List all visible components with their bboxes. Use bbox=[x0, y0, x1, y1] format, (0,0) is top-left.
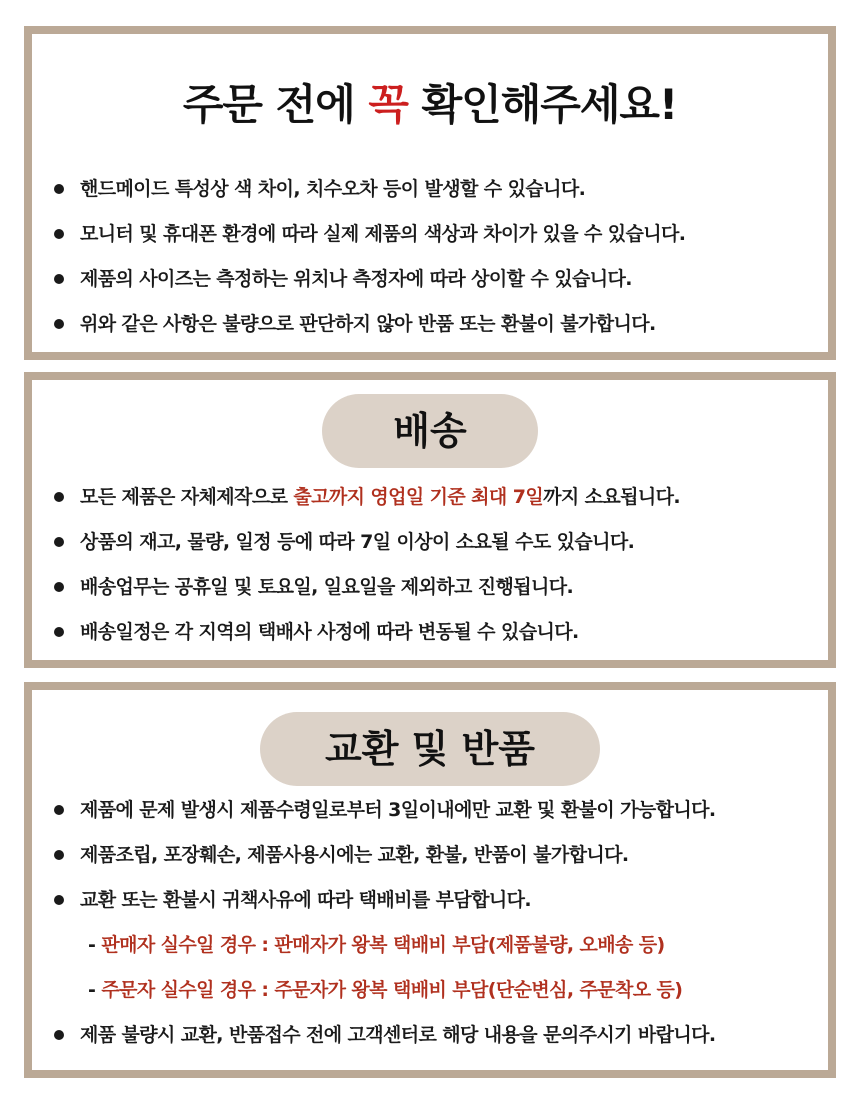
sub-list-item bbox=[52, 975, 818, 1020]
shipping-item1-highlight: 출고까지 영업일 기준 최대 7일 bbox=[293, 486, 544, 508]
notice-title-accent: 꼭 bbox=[368, 80, 408, 129]
list-item bbox=[52, 572, 818, 617]
bullet-icon bbox=[54, 850, 64, 860]
list-item bbox=[52, 527, 818, 572]
bullet-icon bbox=[54, 229, 64, 239]
notice-list bbox=[52, 174, 818, 354]
notice-title bbox=[32, 72, 828, 132]
bullet-icon bbox=[54, 492, 64, 502]
bullet-icon bbox=[54, 537, 64, 547]
bullet-icon bbox=[54, 184, 64, 194]
list-item-text: 제품 불량시 교환, 반품접수 전에 고객센터로 해당 내용을 문의주시기 바랍니다. bbox=[80, 1024, 716, 1046]
list-item-text: 배송일정은 각 지역의 택배사 사정에 따라 변동될 수 있습니다. bbox=[80, 621, 579, 643]
list-item bbox=[52, 264, 818, 309]
list-item bbox=[52, 885, 818, 930]
bullet-icon bbox=[54, 627, 64, 637]
list-item-text: 제품조립, 포장훼손, 제품사용시에는 교환, 환불, 반품이 불가합니다. bbox=[80, 844, 629, 866]
bullet-icon bbox=[54, 805, 64, 815]
bullet-icon bbox=[54, 274, 64, 284]
list-item bbox=[52, 174, 818, 219]
shipping-list bbox=[52, 482, 818, 662]
list-item-text: 위와 같은 사항은 불량으로 판단하지 않아 반품 또는 환불이 불가합니다. bbox=[80, 313, 656, 335]
list-item bbox=[52, 309, 818, 354]
list-item bbox=[52, 482, 818, 527]
notice-title-before: 주문 전에 bbox=[182, 80, 369, 129]
exchange-panel bbox=[24, 682, 836, 1078]
list-item-text: 상품의 재고, 물량, 일정 등에 따라 7일 이상이 소요될 수도 있습니다. bbox=[80, 531, 635, 553]
list-item bbox=[52, 795, 818, 840]
notice-title-after: 확인해주세요! bbox=[407, 80, 678, 129]
exchange-heading: 교환 및 반품 bbox=[260, 712, 600, 786]
list-item-text: 배송업무는 공휴일 및 토요일, 일요일을 제외하고 진행됩니다. bbox=[80, 576, 574, 598]
list-item-text: 제품의 사이즈는 측정하는 위치나 측정자에 따라 상이할 수 있습니다. bbox=[80, 268, 632, 290]
bullet-icon bbox=[54, 895, 64, 905]
list-item-text: 제품에 문제 발생시 제품수령일로부터 3일이내에만 교환 및 환불이 가능합니다. bbox=[80, 799, 716, 821]
list-item bbox=[52, 1020, 818, 1065]
list-item-text: 모니터 및 휴대폰 환경에 따라 실제 제품의 색상과 차이가 있을 수 있습니다. bbox=[80, 223, 686, 245]
shipping-item1-after: 까지 소요됩니다. bbox=[543, 486, 680, 508]
list-item bbox=[52, 617, 818, 662]
shipping-item1-before: 모든 제품은 자체제작으로 bbox=[80, 486, 294, 508]
sub-list-item bbox=[52, 930, 818, 975]
shipping-panel bbox=[24, 372, 836, 668]
sub-item-text: 주문자 실수일 경우 : 주문자가 왕복 택배비 부담(단순변심, 주문착오 등) bbox=[101, 979, 683, 1001]
bullet-icon bbox=[54, 319, 64, 329]
dash-marker: - bbox=[88, 934, 102, 956]
shipping-heading: 배송 bbox=[322, 394, 538, 468]
bullet-icon bbox=[54, 1030, 64, 1040]
list-item bbox=[52, 840, 818, 885]
list-item-text: 핸드메이드 특성상 색 차이, 치수오차 등이 발생할 수 있습니다. bbox=[80, 178, 586, 200]
notice-panel bbox=[24, 26, 836, 360]
list-item-text: 교환 또는 환불시 귀책사유에 따라 택배비를 부담합니다. bbox=[80, 889, 532, 911]
list-item bbox=[52, 219, 818, 264]
dash-marker: - bbox=[88, 979, 102, 1001]
sub-item-text: 판매자 실수일 경우 : 판매자가 왕복 택배비 부담(제품불량, 오배송 등) bbox=[101, 934, 665, 956]
exchange-list bbox=[52, 795, 818, 1065]
bullet-icon bbox=[54, 582, 64, 592]
